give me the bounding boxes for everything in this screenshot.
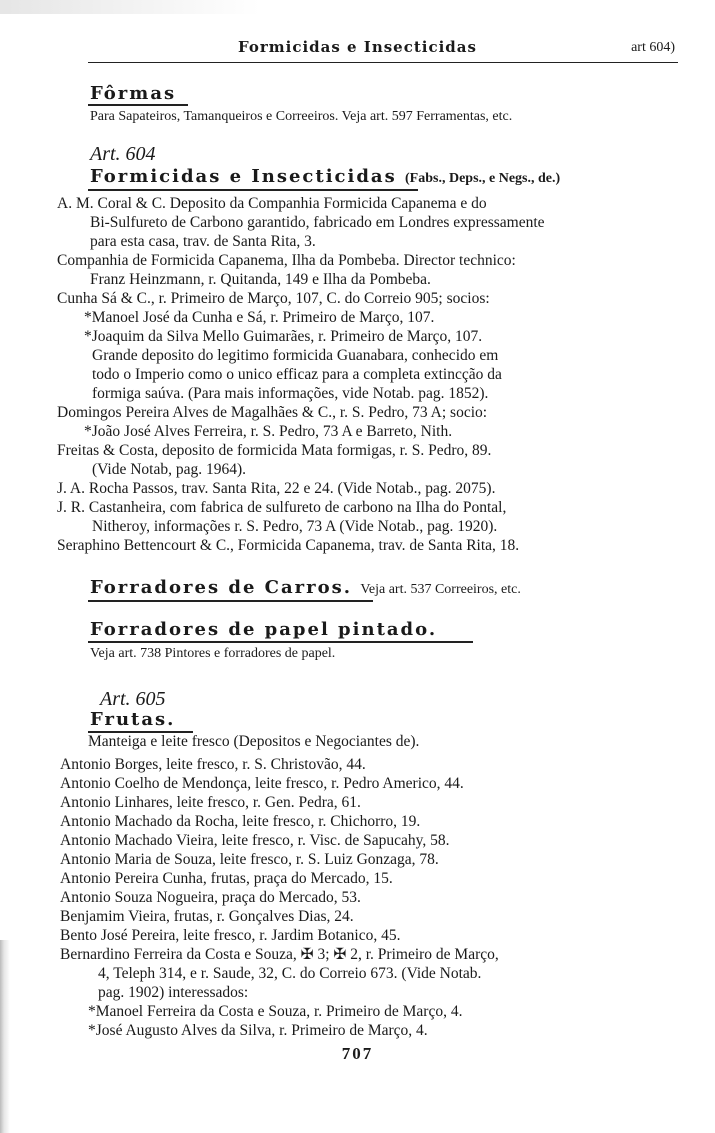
article-605-label: Art. 605 (100, 688, 166, 710)
entry-line: Cunha Sá & C., r. Primeiro de Março, 107, C. do Correio 905; socios: (57, 290, 490, 307)
rule-formas (88, 104, 188, 106)
page-number: 707 (341, 1044, 374, 1063)
entry-line: Seraphino Bettencourt & C., Formicida Capanema, trav. de Santa Rita, 18. (57, 537, 520, 554)
page-edge-shadow (0, 940, 10, 1133)
entry-line: Grande deposito do legitimo formicida Guanabara, conhecido em (92, 347, 499, 364)
entry-line: formiga saúva. (Para mais informações, vide Notab. pag. 1852). (92, 385, 489, 402)
entry-line: A. M. Coral & C. Deposito da Companhia Formicida Capanema e do (57, 195, 487, 212)
entry-line: Domingos Pereira Alves de Magalhães & C., r. S. Pedro, 73 A; socio: (57, 404, 488, 421)
entry-line: *José Augusto Alves da Silva, r. Primeiro de Março, 4. (88, 1022, 428, 1039)
entry-line: para esta casa, trav. de Santa Rita, 3. (90, 233, 316, 250)
entry-line: J. R. Castanheira, com fabrica de sulfureto de carbono na Ilha do Pontal, (57, 499, 507, 516)
entry-line: *Joaquim da Silva Mello Guimarães, r. Primeiro de Março, 107. (84, 328, 483, 345)
entry-line: Bernardino Ferreira da Costa e Souza, ✠ 3; ✠ 2, r. Primeiro de Março, (60, 946, 499, 963)
entry-line: Bi-Sulfureto de Carbono garantido, fabricado em Londres expressamente (90, 214, 545, 231)
entry-line: todo o Imperio como o unico efficaz para a completa extincção da (92, 366, 502, 383)
entry-line: Companhia de Formicida Capanema, Ilha da Pombeba. Director technico: (57, 252, 516, 269)
entry-line: Antonio Coelho de Mendonça, leite fresco, r. Pedro Americo, 44. (60, 775, 464, 792)
header-rule (88, 62, 678, 63)
see-also-carros: Veja art. 537 Correeiros, etc. (360, 582, 521, 597)
heading-forradores-papel: Forradores de papel pintado. (90, 619, 438, 640)
header-article-ref: art 604) (631, 40, 675, 55)
running-header: Formicidas e Insecticidas (238, 38, 477, 56)
entry-line: Antonio Souza Nogueira, praça do Mercado, 53. (60, 889, 361, 906)
entry-line: *João José Alves Ferreira, r. S. Pedro, 73 A e Barreto, Nith. (84, 423, 453, 440)
heading-formicidas-title: Formicidas e Insecticidas (90, 166, 397, 187)
heading-frutas: Frutas. (90, 709, 176, 730)
rule-carros (88, 600, 373, 602)
heading-forradores-carros (90, 578, 521, 600)
entry-line: Antonio Pereira Cunha, frutas, praça do Mercado, 15. (60, 870, 393, 887)
see-also-formas: Para Sapateiros, Tamanqueiros e Correeiros. Veja art. 597 Ferramentas, etc. (90, 109, 513, 124)
entry-line: (Vide Notab, pag. 1964). (92, 461, 247, 478)
entry-line: Franz Heinzmann, r. Quitanda, 149 e Ilha da Pombeba. (90, 271, 431, 288)
entry-line: 4, Teleph 314, e r. Saude, 32, C. do Correio 673. (Vide Notab. (98, 965, 482, 982)
entry-line: Freitas & Costa, deposito de formicida Mata formigas, r. S. Pedro, 89. (57, 442, 492, 459)
entry-line: *Manoel José da Cunha e Sá, r. Primeiro de Março, 107. (84, 309, 435, 326)
heading-carros-title: Forradores de Carros. (90, 577, 353, 598)
entry-line: Antonio Machado Vieira, leite fresco, r. Visc. de Sapucahy, 58. (60, 832, 450, 849)
entry-line: Nitheroy, informações r. S. Pedro, 73 A (Vide Notab., pag. 1920). (92, 518, 498, 535)
rule-formicidas (88, 189, 418, 191)
scan-artifact (0, 0, 260, 14)
rule-papel (88, 641, 473, 643)
see-also-papel: Veja art. 738 Pintores e forradores de papel. (90, 646, 336, 661)
heading-formas: Fôrmas (90, 83, 177, 104)
entry-line: Bento José Pereira, leite fresco, r. Jardim Botanico, 45. (60, 927, 401, 944)
heading-formicidas (90, 167, 560, 189)
entry-line: pag. 1902) interessados: (98, 984, 249, 1001)
entry-line: Antonio Borges, leite fresco, r. S. Christovão, 44. (60, 756, 366, 773)
entry-line: Manteiga e leite fresco (Depositos e Negociantes de). (88, 733, 420, 750)
entry-line: Benjamim Vieira, frutas, r. Gonçalves Dias, 24. (60, 908, 354, 925)
entry-line: *Manoel Ferreira da Costa e Souza, r. Primeiro de Março, 4. (88, 1003, 463, 1020)
article-604-label: Art. 604 (90, 143, 156, 165)
heading-formicidas-note: (Fabs., Deps., e Negs., de.) (405, 171, 561, 186)
entry-line: Antonio Machado da Rocha, leite fresco, r. Chichorro, 19. (60, 813, 421, 830)
entry-line: J. A. Rocha Passos, trav. Santa Rita, 22 e 24. (Vide Notab., pag. 2075). (57, 480, 496, 497)
entry-line: Antonio Linhares, leite fresco, r. Gen. Pedra, 61. (60, 794, 361, 811)
entry-line: Antonio Maria de Souza, leite fresco, r. S. Luiz Gonzaga, 78. (60, 851, 439, 868)
